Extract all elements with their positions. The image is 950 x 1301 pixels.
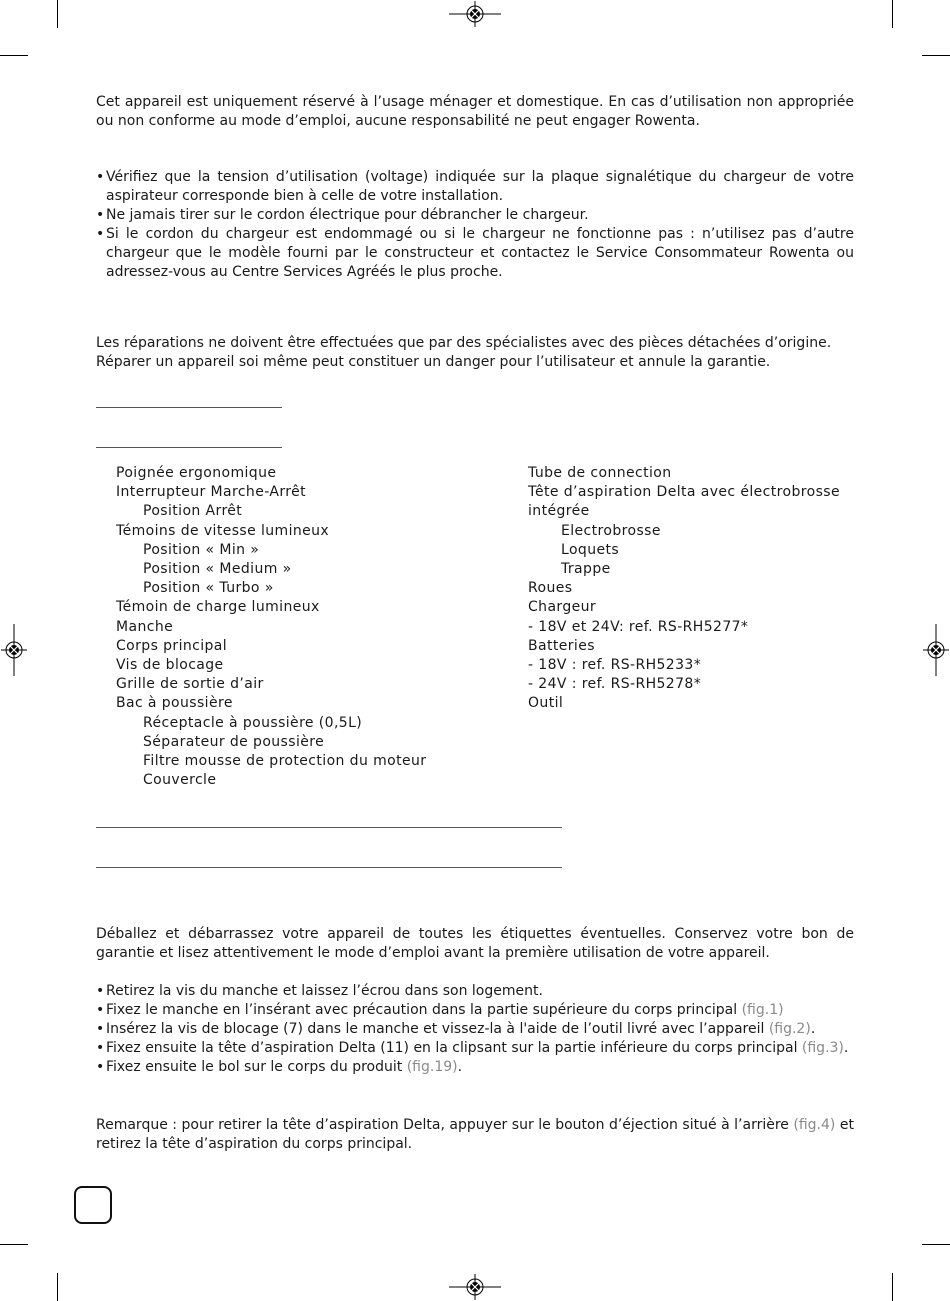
list-item: Position Arrêt: [143, 503, 243, 520]
list-item: Corps principal: [116, 637, 228, 654]
registration-mark-icon: [923, 624, 949, 676]
list-item: Manche: [116, 618, 174, 635]
list-item: Batteries: [528, 637, 595, 654]
list-item: Filtre mousse de protection du moteur: [143, 753, 427, 770]
page-number-box: [74, 1186, 112, 1224]
list-item: • Fixez le manche en l’insérant avec précaution dans la partie supérieure du corps principal (fig.1): [96, 1001, 854, 1020]
parts-list-left: [116, 464, 426, 790]
list-item: Position « Min »: [143, 541, 260, 558]
figure-reference: (fig.19): [406, 1059, 458, 1075]
list-item: Trappe: [561, 561, 611, 578]
list-item: Roues: [528, 580, 573, 597]
safety-list: [96, 168, 854, 282]
list-item: - 18V et 24V: ref. RS-RH5277*: [528, 618, 749, 635]
list-item: • Insérez la vis de blocage (7) dans le manche et vissez-la à l'aide de l’outil livré avec l’appareil (fig.2).: [96, 1020, 854, 1039]
registration-mark-icon: [1, 624, 27, 676]
list-item: • Retirez la vis du manche et laissez l’écrou dans son logement.: [96, 982, 854, 1001]
remark-paragraph: Remarque : pour retirer la tête d’aspiration Delta, appuyer sur le bouton d’éjection situé à l’arrière (fig.4) et retirez la tête d’aspiration du corps principal.: [96, 1117, 854, 1152]
figure-reference: (fig.1): [741, 1002, 784, 1018]
list-item: Chargeur: [528, 599, 597, 616]
section-rule: [96, 407, 282, 408]
list-item: - 18V : ref. RS-RH5233*: [528, 657, 702, 674]
list-item: Tube de connection: [528, 465, 672, 481]
intro-paragraph: Cet appareil est uniquement réservé à l’usage ménager et domestique. En cas d’utilisation non appropriée ou non conforme au mode d’emploi, aucune responsabilité ne peut engager Rowenta.: [96, 94, 854, 129]
crop-mark: [57, 1273, 58, 1301]
list-item: Loquets: [561, 541, 620, 558]
list-item: Outil: [528, 695, 564, 712]
section-rule: [96, 827, 562, 828]
list-item: intégrée: [528, 503, 590, 520]
unpack-paragraph: Déballez et débarrassez votre appareil de toutes les étiquettes éventuelles. Conservez votre bon de garantie et lisez attentivement le mode d’emploi avant la première utilisation de votre appareil.: [96, 926, 854, 961]
crop-mark: [922, 55, 950, 56]
list-item: Position « Medium »: [143, 561, 292, 578]
registration-mark-icon: [449, 1, 501, 27]
list-item: Réceptacle à poussière (0,5L): [143, 714, 363, 731]
list-item: Couvercle: [143, 772, 217, 789]
assembly-list: [96, 982, 854, 1077]
list-item: • Si le cordon du chargeur est endommagé ou si le chargeur ne fonctionne pas : n’utilisez pas d’autre chargeur que le modèle fourni par le constructeur et contactez le Service Consommateur Rowenta ou adressez-vous au Centre Services Agréés le plus proche.: [96, 225, 854, 282]
list-item: • Ne jamais tirer sur le cordon électrique pour débrancher le chargeur.: [96, 206, 854, 225]
crop-mark: [0, 55, 28, 56]
crop-mark: [892, 0, 893, 28]
registration-mark-icon: [449, 1274, 501, 1300]
list-item: Vis de blocage: [116, 657, 224, 674]
figure-reference: (fig.2): [768, 1021, 811, 1037]
list-item: Bac à poussière: [116, 695, 233, 712]
parts-list-right: [528, 464, 840, 714]
list-item: • Fixez ensuite le bol sur le corps du produit (fig.19).: [96, 1058, 854, 1077]
crop-mark: [922, 1244, 950, 1245]
crop-mark: [0, 1244, 28, 1245]
list-item: Témoin de charge lumineux: [116, 599, 320, 616]
list-item: • Vérifiez que la tension d’utilisation (voltage) indiquée sur la plaque signalétique du chargeur de votre aspirateur corresponde bien à celle de votre installation.: [96, 168, 854, 206]
crop-mark: [57, 0, 58, 28]
figure-reference: (fig.4): [793, 1117, 836, 1133]
list-item: Interrupteur Marche-Arrêt: [116, 484, 306, 501]
list-item: Témoins de vitesse lumineux: [116, 522, 330, 539]
figure-reference: (fig.3): [801, 1040, 844, 1056]
list-item: Position « Turbo »: [143, 580, 274, 597]
section-rule: [96, 867, 562, 868]
section-rule: [96, 447, 282, 448]
list-item: Grille de sortie d’air: [116, 676, 264, 693]
list-item: Poignée ergonomique: [116, 465, 277, 481]
crop-mark: [892, 1273, 893, 1301]
repairs-paragraph: Les réparations ne doivent être effectuées que par des spécialistes avec des pièces détachées d’origine. Réparer un appareil soi même peut constituer un danger pour l’utilisateur et annule la garantie.: [96, 335, 832, 370]
list-item: Tête d’aspiration Delta avec électrobrosse: [528, 484, 840, 501]
list-item: Electrobrosse: [561, 522, 661, 539]
list-item: • Fixez ensuite la tête d’aspiration Delta (11) en la clipsant sur la partie inférieure du corps principal (fig.3).: [96, 1039, 854, 1058]
list-item: - 24V : ref. RS-RH5278*: [528, 676, 702, 693]
list-item: Séparateur de poussière: [143, 733, 325, 750]
